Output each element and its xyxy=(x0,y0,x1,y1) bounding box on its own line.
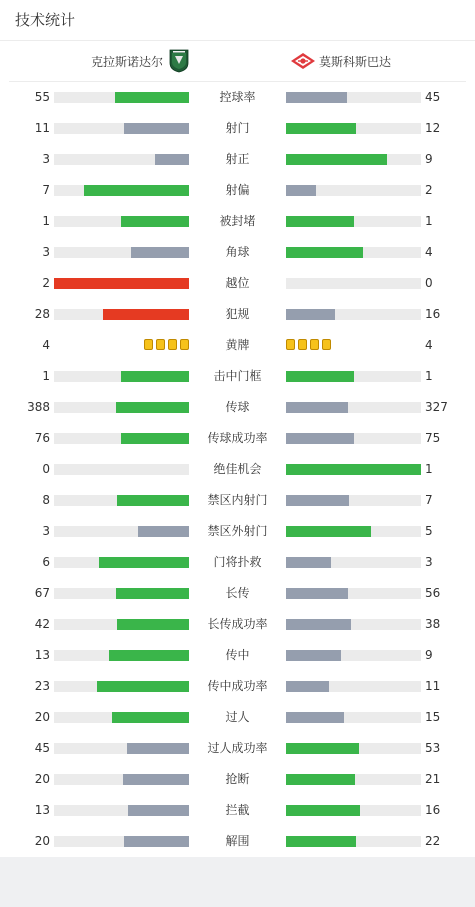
home-stat-bar xyxy=(97,681,189,692)
home-stat-value: 28 xyxy=(34,307,50,321)
yellow-card-icon xyxy=(180,339,189,350)
home-stat-value: 8 xyxy=(42,493,50,507)
away-stat-bar xyxy=(286,557,331,568)
away-stat-bar-track xyxy=(286,154,421,165)
stat-row xyxy=(0,330,475,361)
home-stat-bar xyxy=(155,154,189,165)
home-stat-value: 3 xyxy=(42,152,50,166)
home-team[interactable] xyxy=(91,41,189,81)
yellow-card-icon xyxy=(156,339,165,350)
stat-row xyxy=(0,795,475,826)
home-stat-bar xyxy=(99,557,189,568)
home-stat-value: 45 xyxy=(34,741,50,755)
stat-row xyxy=(0,733,475,764)
away-stat-value: 3 xyxy=(425,555,433,569)
stat-row xyxy=(0,268,475,299)
away-stat-bar xyxy=(286,681,329,692)
home-stat-bar xyxy=(128,805,189,816)
stat-label: 禁区内射门 xyxy=(207,493,268,507)
home-stat-bar-track xyxy=(54,92,189,103)
home-stat-bar xyxy=(116,402,189,413)
away-stat-value: 1 xyxy=(425,462,433,476)
stat-row xyxy=(0,454,475,485)
away-stat-value: 53 xyxy=(425,741,441,755)
away-stat-bar-track xyxy=(286,681,421,692)
stat-label: 控球率 xyxy=(219,90,256,104)
home-stat-bar-track xyxy=(54,743,189,754)
home-stat-bar xyxy=(124,123,189,134)
stat-label: 过人 xyxy=(225,710,250,724)
away-stat-bar-track xyxy=(286,185,421,196)
home-stat-value: 42 xyxy=(34,617,50,631)
away-stat-bar xyxy=(286,650,341,661)
home-stat-bar-track xyxy=(54,588,189,599)
stat-label: 长传 xyxy=(225,586,250,600)
stat-label: 传球 xyxy=(225,400,250,414)
home-stat-bar-track xyxy=(54,557,189,568)
stat-label: 越位 xyxy=(225,276,250,290)
away-stat-bar-track xyxy=(286,123,421,134)
home-yellow-cards xyxy=(144,339,189,350)
away-stat-value: 16 xyxy=(425,803,441,817)
home-stat-value: 20 xyxy=(34,772,50,786)
home-stat-value: 20 xyxy=(34,710,50,724)
home-stat-bar-track xyxy=(54,123,189,134)
yellow-card-icon xyxy=(322,339,331,350)
away-stat-bar xyxy=(286,526,371,537)
yellow-card-icon xyxy=(310,339,319,350)
away-stat-bar-track xyxy=(286,619,421,630)
away-stat-value: 5 xyxy=(425,524,433,538)
away-stat-value: 11 xyxy=(425,679,441,693)
home-stat-bar-track xyxy=(54,185,189,196)
stat-row xyxy=(0,361,475,392)
yellow-card-icon xyxy=(168,339,177,350)
home-stat-bar xyxy=(112,712,189,723)
home-team-name: 克拉斯诺达尔 xyxy=(90,54,163,69)
stat-row xyxy=(0,237,475,268)
home-stat-bar-track xyxy=(54,805,189,816)
home-stat-bar xyxy=(123,774,189,785)
stat-label: 射门 xyxy=(225,121,250,135)
home-stat-bar xyxy=(121,433,189,444)
away-stat-bar-track xyxy=(286,588,421,599)
home-stat-bar xyxy=(121,371,189,382)
away-stat-bar xyxy=(286,805,360,816)
stat-label: 射偏 xyxy=(225,183,250,197)
home-stat-bar-track xyxy=(54,247,189,258)
away-stat-bar xyxy=(286,588,348,599)
away-stat-bar-track xyxy=(286,402,421,413)
home-stat-value: 13 xyxy=(34,803,50,817)
stat-row xyxy=(0,640,475,671)
stat-label: 犯规 xyxy=(225,307,250,321)
home-stat-value: 76 xyxy=(34,431,50,445)
away-stat-value: 21 xyxy=(425,772,441,786)
away-stat-bar-track xyxy=(286,247,421,258)
home-stat-bar xyxy=(138,526,189,537)
home-stat-bar xyxy=(131,247,189,258)
stats-list xyxy=(0,82,475,857)
away-stat-bar-track xyxy=(286,464,421,475)
away-stat-bar-track xyxy=(286,433,421,444)
away-stat-bar-track xyxy=(286,836,421,847)
home-stat-bar-track xyxy=(54,681,189,692)
home-stat-bar xyxy=(54,278,189,289)
home-stat-bar-track xyxy=(54,309,189,320)
home-stat-bar-track xyxy=(54,154,189,165)
stat-row xyxy=(0,609,475,640)
home-stat-bar-track xyxy=(54,650,189,661)
away-team-name: 莫斯科斯巴达 xyxy=(319,54,392,69)
away-stat-value: 16 xyxy=(425,307,441,321)
stat-row xyxy=(0,423,475,454)
away-stat-value: 56 xyxy=(425,586,441,600)
stat-label: 传球成功率 xyxy=(207,431,268,445)
home-stat-bar xyxy=(116,588,189,599)
away-stat-bar xyxy=(286,92,347,103)
stat-label: 射正 xyxy=(225,152,250,166)
stat-row xyxy=(0,144,475,175)
home-stat-value: 55 xyxy=(34,90,50,104)
home-stat-bar xyxy=(117,495,189,506)
home-stat-bar-track xyxy=(54,774,189,785)
away-stat-bar xyxy=(286,371,354,382)
stat-label: 长传成功率 xyxy=(207,617,268,631)
home-stat-value: 3 xyxy=(42,245,50,259)
stat-row xyxy=(0,578,475,609)
stat-label: 解围 xyxy=(225,834,250,848)
away-stat-value: 2 xyxy=(425,183,433,197)
home-stat-bar-track xyxy=(54,836,189,847)
away-stat-bar-track xyxy=(286,216,421,227)
home-stat-value: 388 xyxy=(27,400,50,414)
home-stat-bar-track xyxy=(54,526,189,537)
home-stat-bar xyxy=(127,743,189,754)
page-title: 技术统计 xyxy=(0,0,475,41)
away-stat-value: 12 xyxy=(425,121,441,135)
away-stat-bar-track xyxy=(286,650,421,661)
stat-label: 被封堵 xyxy=(219,214,256,228)
stat-row xyxy=(0,299,475,330)
away-stat-bar-track xyxy=(286,805,421,816)
away-stat-bar-track xyxy=(286,92,421,103)
stat-row xyxy=(0,82,475,113)
stat-row xyxy=(0,113,475,144)
away-stat-bar-track xyxy=(286,309,421,320)
stat-label: 抢断 xyxy=(225,772,250,786)
away-stat-value: 0 xyxy=(425,276,433,290)
away-stat-bar-track xyxy=(286,712,421,723)
stat-row xyxy=(0,175,475,206)
away-stat-bar-track xyxy=(286,743,421,754)
stat-row xyxy=(0,516,475,547)
away-stat-bar xyxy=(286,309,335,320)
home-stat-value: 0 xyxy=(42,462,50,476)
home-stat-bar-track xyxy=(54,216,189,227)
away-stat-bar xyxy=(286,185,316,196)
stat-row xyxy=(0,485,475,516)
stat-row xyxy=(0,764,475,795)
home-stat-value: 20 xyxy=(34,834,50,848)
stat-label: 传中成功率 xyxy=(207,679,268,693)
away-stat-value: 327 xyxy=(425,400,448,414)
home-stat-bar xyxy=(103,309,189,320)
home-stat-value: 67 xyxy=(34,586,50,600)
home-stat-value: 23 xyxy=(34,679,50,693)
spartak-rhombus-icon xyxy=(290,52,316,70)
home-stat-value: 13 xyxy=(34,648,50,662)
away-stat-bar xyxy=(286,402,348,413)
home-stat-bar-track xyxy=(54,495,189,506)
away-stat-value: 9 xyxy=(425,648,433,662)
home-stat-bar xyxy=(109,650,189,661)
away-team[interactable] xyxy=(290,41,391,81)
krasnodar-crest-icon xyxy=(169,49,189,73)
home-stat-value: 3 xyxy=(42,524,50,538)
away-stat-bar xyxy=(286,216,354,227)
home-stat-value: 11 xyxy=(34,121,50,135)
away-stat-bar xyxy=(286,836,356,847)
stat-label: 门将扑救 xyxy=(213,555,262,569)
away-stat-bar xyxy=(286,619,351,630)
home-stat-bar-track xyxy=(54,464,189,475)
away-stat-bar xyxy=(286,123,356,134)
away-stat-bar xyxy=(286,743,359,754)
stat-label: 角球 xyxy=(225,245,250,259)
home-stat-bar xyxy=(121,216,189,227)
home-stat-bar xyxy=(115,92,189,103)
home-stat-bar-track xyxy=(54,402,189,413)
away-stat-bar xyxy=(286,464,421,475)
home-stat-bar xyxy=(84,185,189,196)
away-stat-value: 9 xyxy=(425,152,433,166)
stat-label: 过人成功率 xyxy=(207,741,268,755)
away-stat-bar xyxy=(286,433,354,444)
away-stat-value: 22 xyxy=(425,834,441,848)
stat-row xyxy=(0,826,475,857)
away-stat-value: 4 xyxy=(425,338,433,352)
yellow-card-icon xyxy=(144,339,153,350)
away-stat-bar xyxy=(286,712,344,723)
home-stat-bar-track xyxy=(54,433,189,444)
home-stat-value: 1 xyxy=(42,369,50,383)
home-stat-bar-track xyxy=(54,712,189,723)
home-stat-bar-track xyxy=(54,371,189,382)
away-stat-bar-track xyxy=(286,557,421,568)
home-stat-bar-track xyxy=(54,619,189,630)
home-stat-value: 4 xyxy=(42,338,50,352)
stat-label: 禁区外射门 xyxy=(207,524,268,538)
stat-row xyxy=(0,392,475,423)
yellow-card-icon xyxy=(298,339,307,350)
stat-row xyxy=(0,702,475,733)
away-stat-bar-track xyxy=(286,278,421,289)
away-stat-value: 45 xyxy=(425,90,441,104)
home-stat-bar xyxy=(124,836,189,847)
away-stat-value: 15 xyxy=(425,710,441,724)
away-stat-value: 4 xyxy=(425,245,433,259)
stat-label: 黄牌 xyxy=(225,338,250,352)
home-stat-bar xyxy=(117,619,189,630)
away-stat-value: 7 xyxy=(425,493,433,507)
away-stat-bar xyxy=(286,495,349,506)
away-stat-bar xyxy=(286,774,355,785)
away-stat-value: 1 xyxy=(425,214,433,228)
home-stat-value: 2 xyxy=(42,276,50,290)
away-stat-bar-track xyxy=(286,371,421,382)
teams-header xyxy=(9,41,466,82)
away-stat-bar-track xyxy=(286,526,421,537)
away-yellow-cards xyxy=(286,339,331,350)
stat-label: 传中 xyxy=(225,648,250,662)
yellow-card-icon xyxy=(286,339,295,350)
away-stat-bar-track xyxy=(286,774,421,785)
stat-label: 绝佳机会 xyxy=(213,462,262,476)
away-stat-bar xyxy=(286,247,363,258)
away-stat-bar-track xyxy=(286,495,421,506)
away-stat-value: 1 xyxy=(425,369,433,383)
away-stat-bar xyxy=(286,154,387,165)
home-stat-value: 1 xyxy=(42,214,50,228)
away-stat-value: 38 xyxy=(425,617,441,631)
home-stat-value: 6 xyxy=(42,555,50,569)
home-stat-value: 7 xyxy=(42,183,50,197)
away-stat-value: 75 xyxy=(425,431,441,445)
stat-row xyxy=(0,671,475,702)
stat-row xyxy=(0,547,475,578)
stat-label: 拦截 xyxy=(225,803,250,817)
home-stat-bar-track xyxy=(54,278,189,289)
stat-label: 击中门框 xyxy=(213,369,262,383)
stat-row xyxy=(0,206,475,237)
